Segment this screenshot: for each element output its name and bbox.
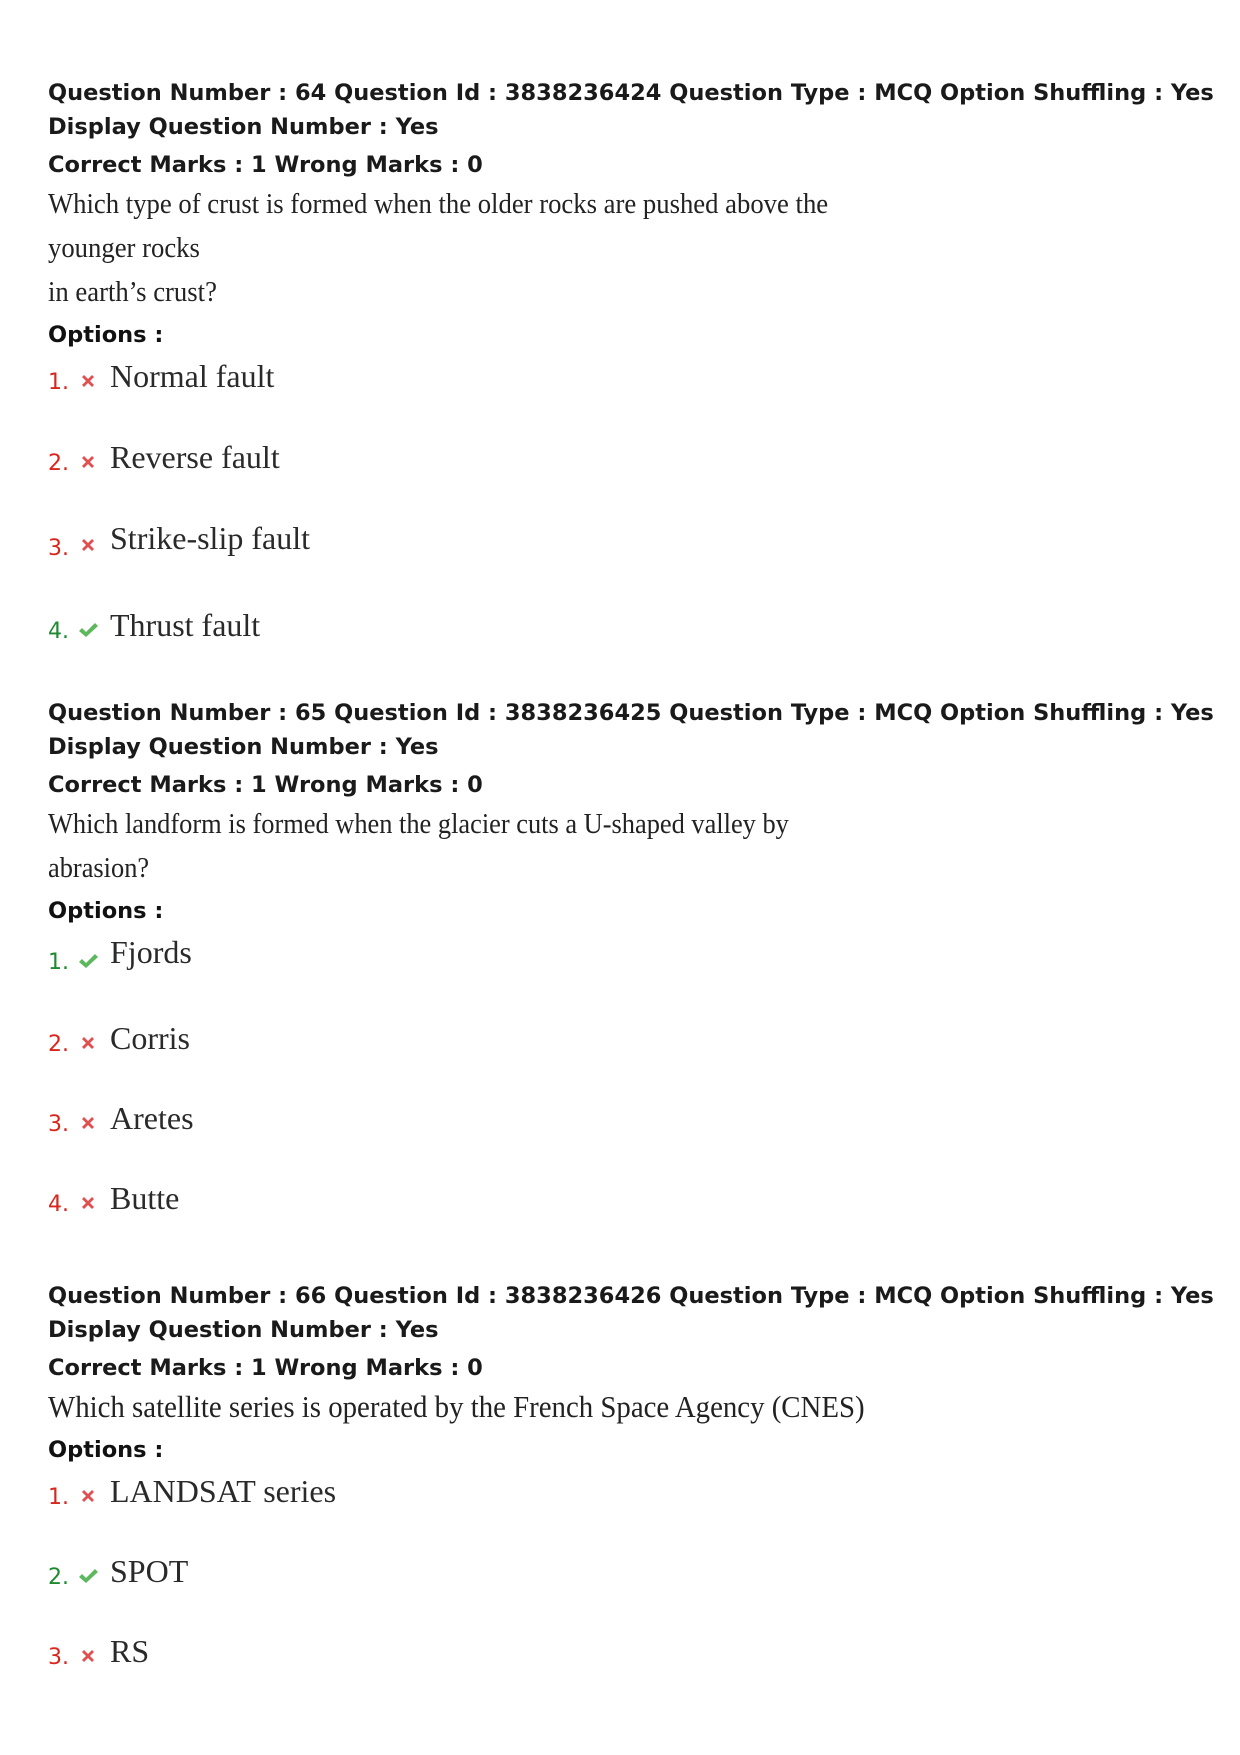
options-list — [48, 352, 1208, 652]
question-text: Which type of crust is formed when the older rocks are pushed above the younger rocks in earth’s crust? — [48, 188, 829, 308]
cross-icon — [77, 1192, 99, 1214]
marks-line: Correct Marks : 1 Wrong Marks : 0 — [48, 772, 483, 798]
cross-icon — [77, 534, 99, 556]
option-number: 1. — [48, 370, 69, 395]
question-text: Which satellite series is operated by the French Space Agency (CNES) — [48, 1389, 865, 1424]
option-text: Butte — [110, 1180, 180, 1216]
cross-icon — [77, 451, 99, 473]
check-icon — [77, 1565, 99, 1587]
option-number: 4. — [48, 1192, 69, 1217]
option-number: 2. — [48, 1032, 69, 1057]
marks-line: Correct Marks : 1 Wrong Marks : 0 — [48, 152, 483, 178]
option-number: 2. — [48, 1565, 69, 1590]
cross-icon — [77, 1485, 99, 1507]
question-header: Question Number : 66 Question Id : 3838236426 Question Type : MCQ Option Shuffling : Yes Display Question Number : Yes — [48, 1283, 1214, 1343]
option-text: Normal fault — [110, 358, 275, 394]
option-number: 1. — [48, 1485, 69, 1510]
option-text: RS — [110, 1633, 150, 1669]
cross-icon — [77, 1032, 99, 1054]
option-text: LANDSAT series — [110, 1473, 337, 1509]
check-icon — [77, 950, 99, 972]
option-number: 3. — [48, 536, 69, 561]
question-66 — [48, 1279, 1214, 1687]
option-number: 4. — [48, 619, 69, 644]
cross-icon — [77, 1112, 99, 1134]
option-text: Reverse fault — [110, 439, 280, 475]
options-list — [48, 1467, 1208, 1687]
option-text: Strike-slip fault — [110, 520, 310, 556]
question-65 — [48, 696, 1214, 1218]
cross-icon — [77, 1645, 99, 1667]
question-header: Question Number : 65 Question Id : 3838236425 Question Type : MCQ Option Shuffling : Yes Display Question Number : Yes — [48, 700, 1214, 760]
question-text: Which landform is formed when the glacier cuts a U-shaped valley by abrasion? — [48, 808, 789, 884]
option-number: 3. — [48, 1645, 69, 1670]
options-label: Options : — [48, 1437, 164, 1463]
cross-icon — [77, 370, 99, 392]
options-list — [48, 928, 1208, 1218]
option-text: Thrust fault — [110, 607, 261, 643]
question-64 — [48, 76, 1214, 652]
option-text: Corris — [110, 1020, 190, 1056]
check-icon — [77, 619, 99, 641]
question-header: Question Number : 64 Question Id : 3838236424 Question Type : MCQ Option Shuffling : Yes Display Question Number : Yes — [48, 80, 1214, 140]
option-text: SPOT — [110, 1553, 189, 1589]
option-number: 1. — [48, 950, 69, 975]
option-number: 3. — [48, 1112, 69, 1137]
options-label: Options : — [48, 322, 164, 348]
option-text: Fjords — [110, 934, 192, 970]
marks-line: Correct Marks : 1 Wrong Marks : 0 — [48, 1355, 483, 1381]
option-text: Aretes — [110, 1100, 194, 1136]
options-label: Options : — [48, 898, 164, 924]
option-number: 2. — [48, 451, 69, 476]
